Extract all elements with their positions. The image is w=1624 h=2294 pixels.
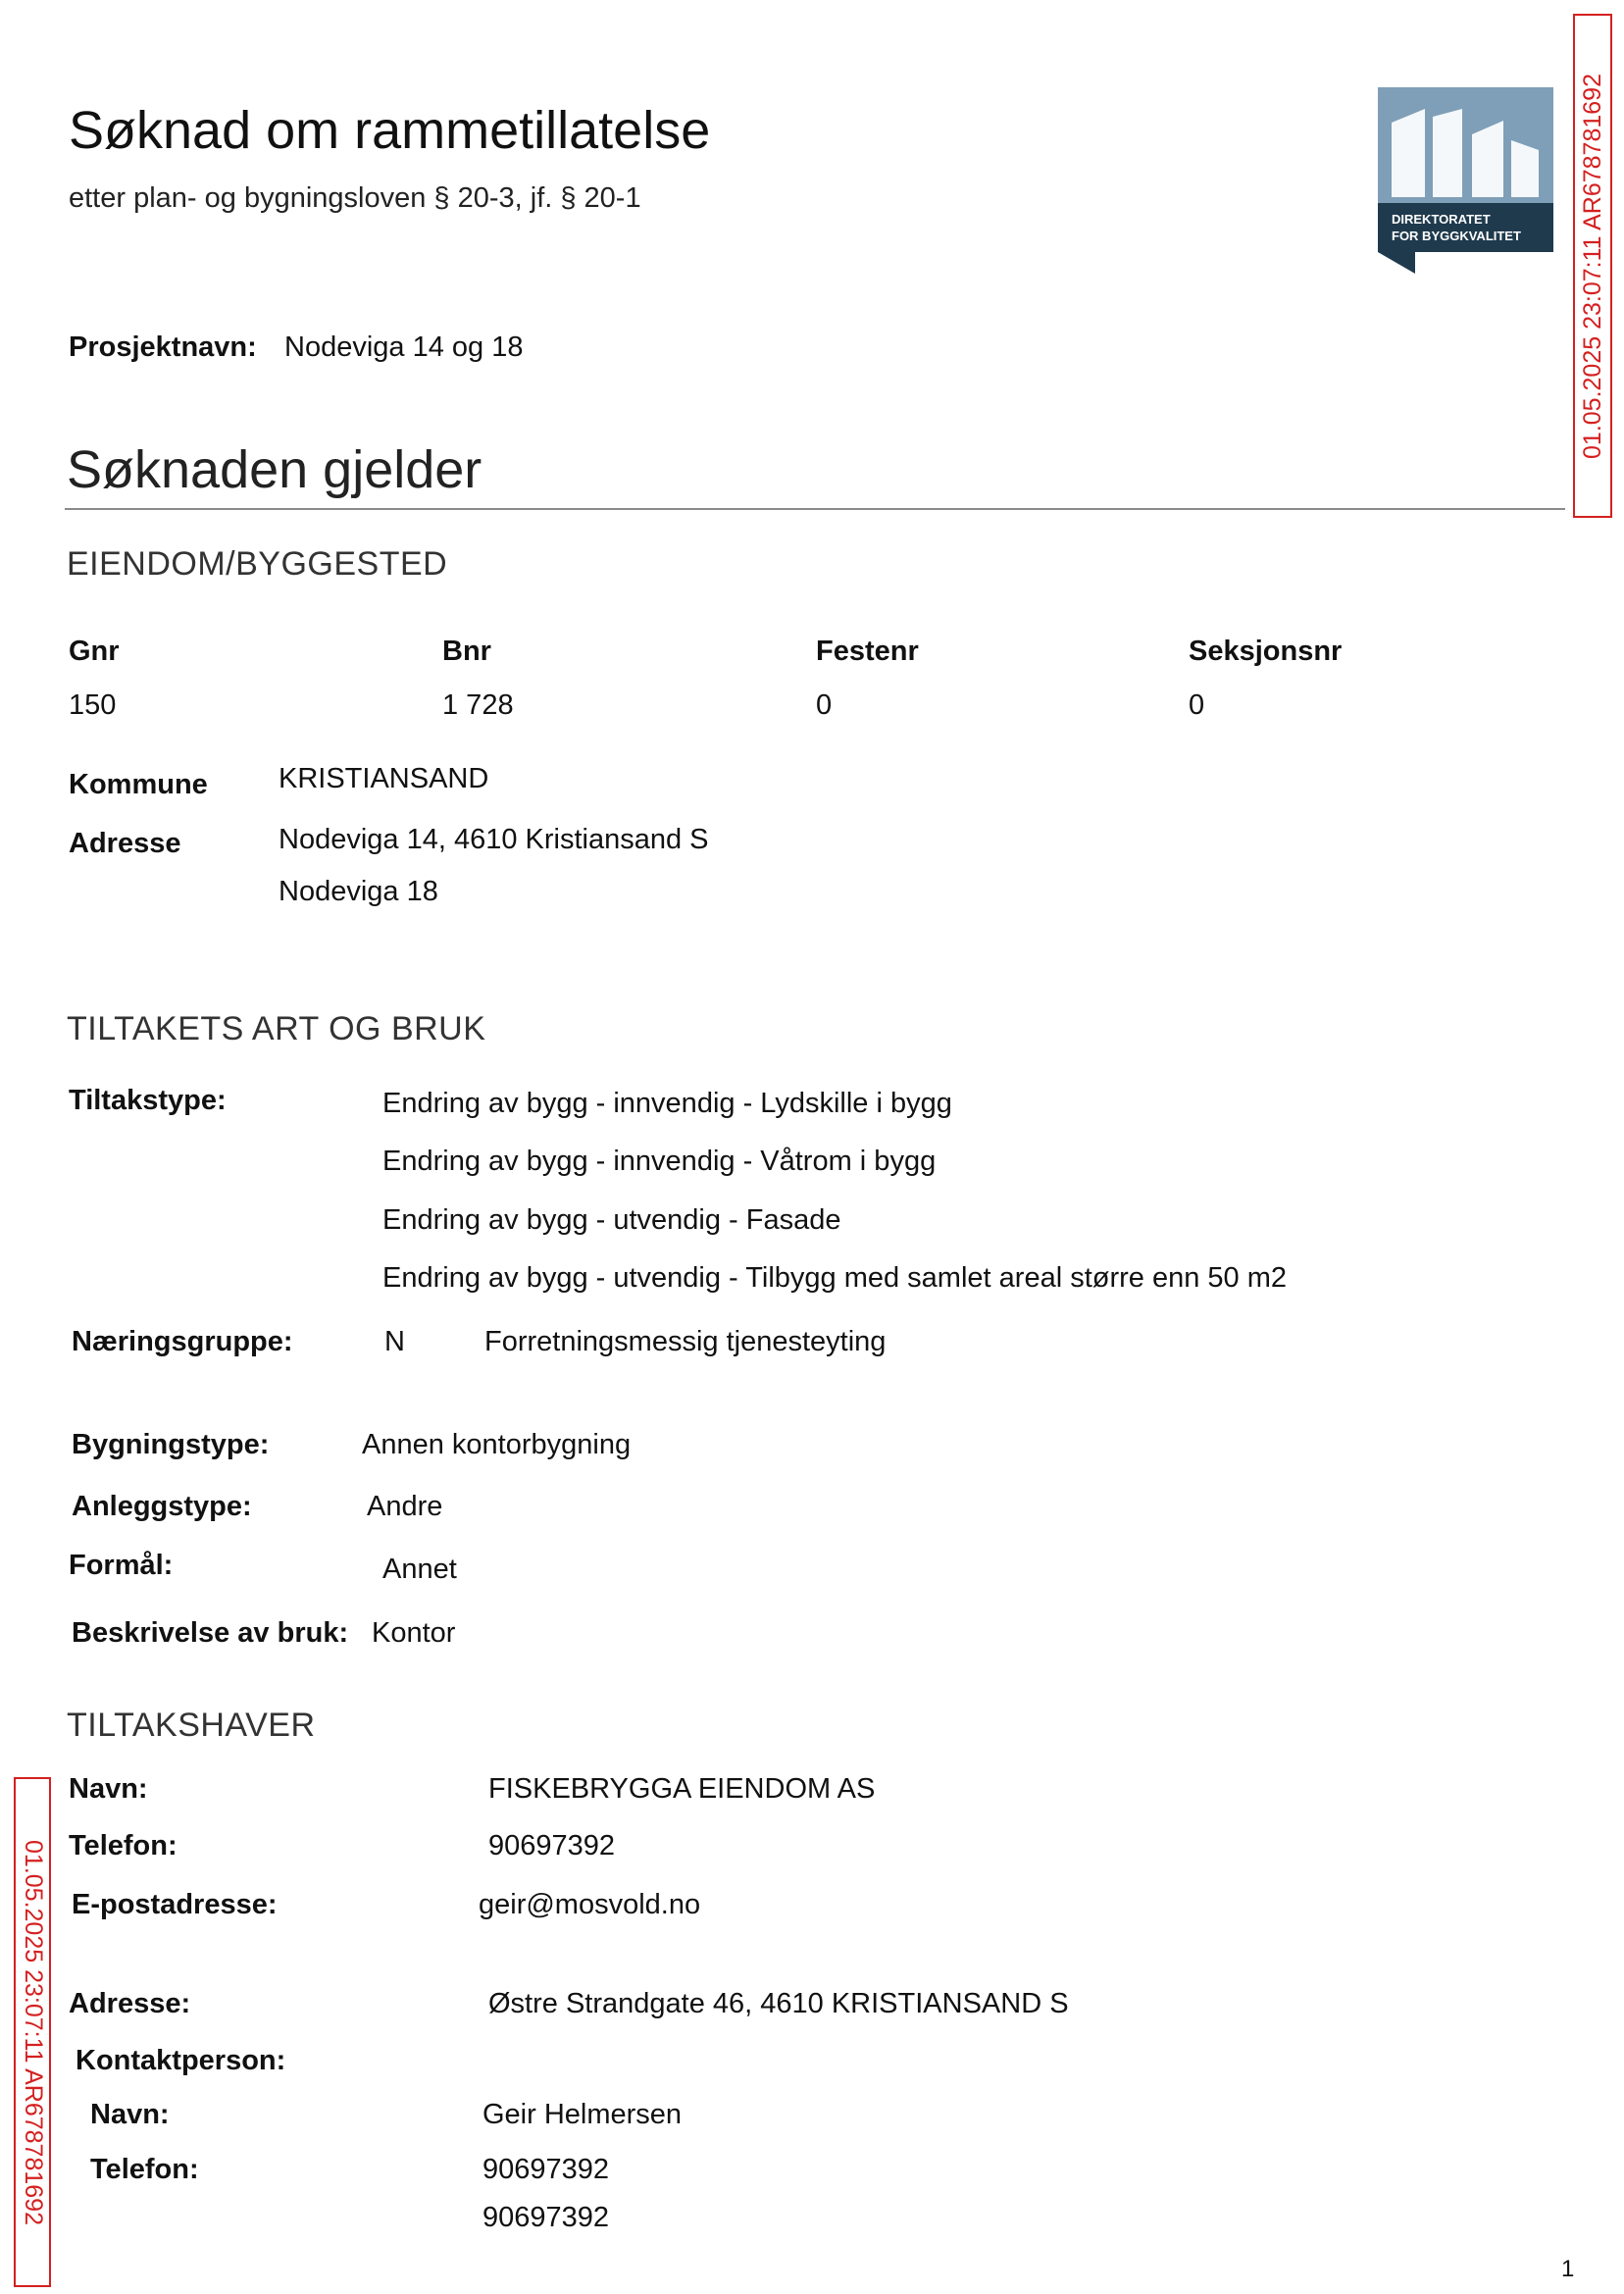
- adresse-label: Adresse: [69, 828, 181, 859]
- tiltakshaver-telefon-value: 90697392: [488, 1830, 616, 1861]
- timestamp-stamp-left: [14, 1777, 51, 2287]
- bnr-label: Bnr: [442, 636, 491, 667]
- stamp-text: 01.05.2025 23:07:11 AR678781692: [1578, 73, 1606, 459]
- seksjonsnr-label: Seksjonsnr: [1189, 636, 1343, 667]
- anleggstype-label: Anleggstype:: [72, 1491, 252, 1522]
- formal-value: Annet: [382, 1554, 457, 1585]
- bnr-value: 1 728: [442, 689, 514, 721]
- kontakt-telefon-value-2: 90697392: [482, 2202, 610, 2233]
- kommune-label: Kommune: [69, 769, 208, 800]
- kontakt-telefon-label: Telefon:: [90, 2154, 199, 2185]
- tiltakstype-item: Endring av bygg - innvendig - Lydskille i bygg: [382, 1088, 952, 1119]
- tiltakstype-label: Tiltakstype:: [69, 1085, 227, 1116]
- page-subtitle: etter plan- og bygningsloven § 20-3, jf. § 20-1: [69, 182, 641, 214]
- epost-value: geir@mosvold.no: [479, 1889, 701, 1920]
- gnr-value: 150: [69, 689, 117, 721]
- adresse-value-2: Nodeviga 18: [279, 876, 438, 907]
- timestamp-stamp-right: [1573, 14, 1612, 518]
- tiltakshaver-adresse-label: Adresse:: [69, 1988, 191, 2019]
- tiltak-section-title: TILTAKETS ART OG BRUK: [67, 1010, 486, 1047]
- kontaktperson-label: Kontaktperson:: [76, 2045, 286, 2076]
- tiltakshaver-adresse-value: Østre Strandgate 46, 4610 KRISTIANSAND S: [488, 1988, 1069, 2019]
- tiltakstype-item: Endring av bygg - utvendig - Tilbygg med samlet areal større enn 50 m2: [382, 1262, 1288, 1294]
- bygningstype-label: Bygningstype:: [72, 1429, 270, 1460]
- page-title: Søknad om rammetillatelse: [69, 101, 711, 160]
- festenr-value: 0: [816, 689, 833, 721]
- formal-label: Formål:: [69, 1550, 174, 1581]
- bruk-value: Kontor: [372, 1617, 456, 1649]
- heading-divider: [65, 508, 1565, 510]
- epost-label: E-postadresse:: [72, 1889, 278, 1920]
- naeringsgruppe-value: Forretningsmessig tjenesteyting: [484, 1326, 887, 1357]
- project-name-value: Nodeviga 14 og 18: [284, 331, 524, 363]
- bygningstype-value: Annen kontorbygning: [362, 1429, 632, 1460]
- project-name-label: Prosjektnavn:: [69, 331, 257, 363]
- tiltakshaver-section-title: TILTAKSHAVER: [67, 1707, 316, 1744]
- gnr-label: Gnr: [69, 636, 120, 667]
- kontakt-telefon-value-1: 90697392: [482, 2154, 610, 2185]
- dibk-logo: [1378, 87, 1553, 274]
- naeringsgruppe-label: Næringsgruppe:: [72, 1326, 293, 1357]
- adresse-value-1: Nodeviga 14, 4610 Kristiansand S: [279, 824, 709, 855]
- festenr-label: Festenr: [816, 636, 919, 667]
- section-heading: Søknaden gjelder: [67, 440, 482, 499]
- tiltakshaver-telefon-label: Telefon:: [69, 1830, 178, 1861]
- tiltakstype-item: Endring av bygg - utvendig - Fasade: [382, 1204, 841, 1236]
- naeringsgruppe-code: N: [384, 1326, 405, 1357]
- stamp-text: 01.05.2025 23:07:11 AR678781692: [19, 1839, 47, 2225]
- tiltakshaver-navn-label: Navn:: [69, 1773, 148, 1805]
- tiltakshaver-navn-value: FISKEBRYGGA EIENDOM AS: [488, 1773, 876, 1805]
- kommune-value: KRISTIANSAND: [279, 763, 489, 794]
- logo-text-line2: FOR BYGGKVALITET: [1392, 229, 1521, 243]
- property-section-title: EIENDOM/BYGGESTED: [67, 545, 448, 583]
- seksjonsnr-value: 0: [1189, 689, 1205, 721]
- kontakt-navn-value: Geir Helmersen: [482, 2099, 683, 2130]
- tiltakstype-item: Endring av bygg - innvendig - Våtrom i bygg: [382, 1146, 937, 1177]
- bruk-label: Beskrivelse av bruk:: [72, 1617, 349, 1649]
- page-number: 1: [1561, 2256, 1575, 2282]
- anleggstype-value: Andre: [367, 1491, 443, 1522]
- logo-text-line1: DIREKTORATET: [1392, 212, 1491, 227]
- kontakt-navn-label: Navn:: [90, 2099, 170, 2130]
